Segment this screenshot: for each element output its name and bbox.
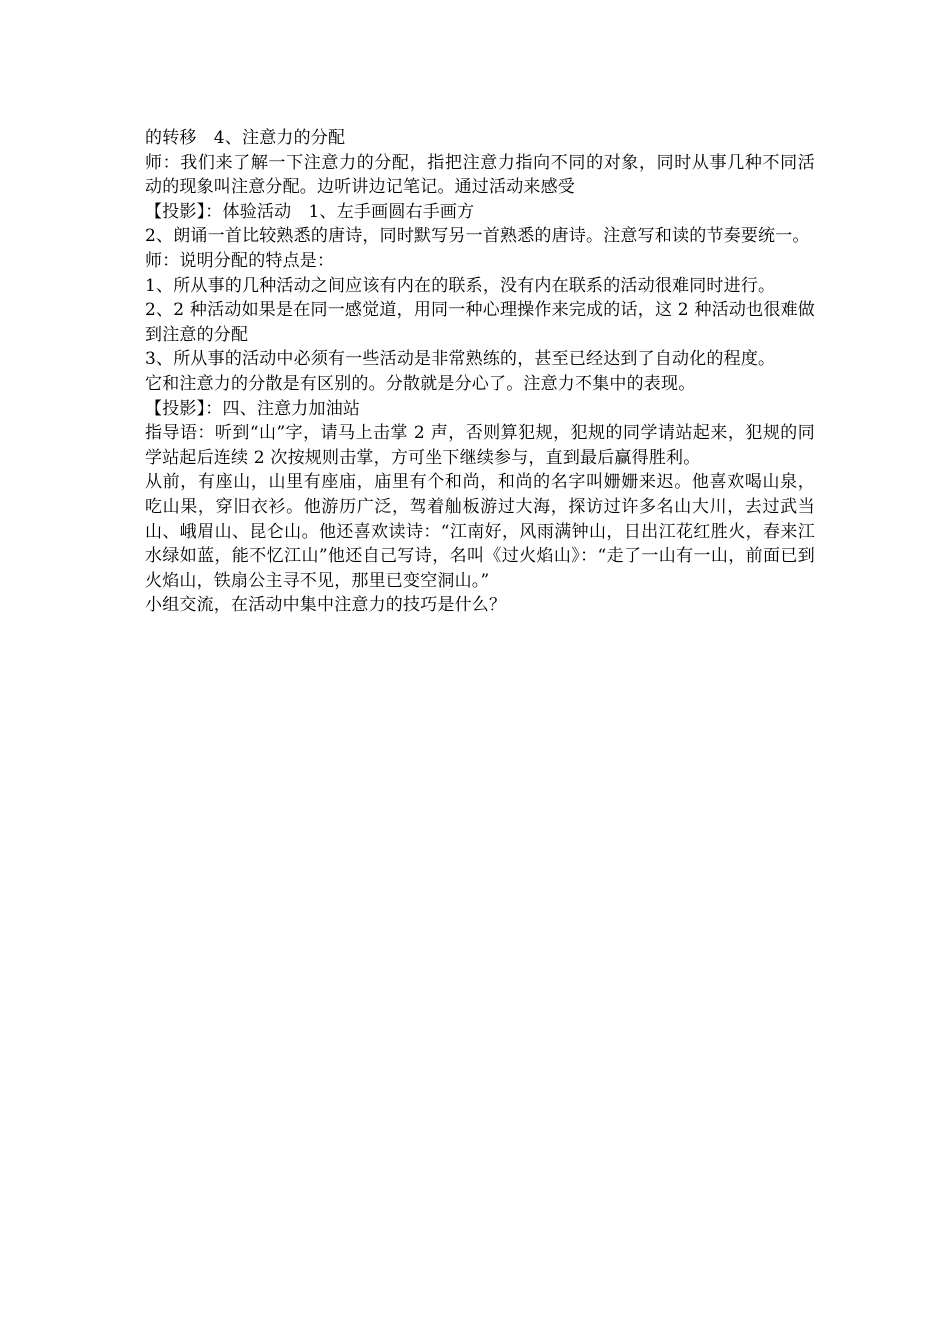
paragraph-teacher-features: 师：说明分配的特点是：: [145, 250, 335, 271]
paragraph-feature-2: 2、2 种活动如果是在同一感觉道，用同一种心理操作来完成的话，这 2 种活动也很难做到注意的分配: [145, 300, 815, 345]
paragraph-distraction-note: 它和注意力的分散是有区别的。分散就是分心了。注意力不集中的表现。: [145, 373, 696, 394]
paragraph-projection-station: 【投影】：四、注意力加油站: [145, 398, 361, 419]
paragraph-teacher-intro: 师：我们来了解一下注意力的分配，指把注意力指向不同的对象，同时从事几种不同活动的现象叫注意分配。边听讲边记笔记。通过活动来感受: [145, 152, 815, 198]
paragraph-feature-1: 1、所从事的几种活动之间应该有内在的联系，没有内在联系的活动很难同时进行。: [145, 275, 776, 296]
document-body: [145, 126, 815, 618]
paragraph-feature-3: 3、所从事的活动中必须有一些活动是非常熟练的，甚至已经达到了自动化的程度。: [145, 349, 776, 370]
paragraph-story: 从前，有座山，山里有座庙，庙里有个和尚，和尚的名字叫姗姗来迟。他喜欢喝山泉，吃山果，穿旧衣衫。他游历广泛，驾着舢板游过大海，探访过许多名山大川，去过武当山、峨眉山、昆仑山。他还喜欢读诗：“江南好，风雨满钟山，日出江花红胜火，春来江水绿如蓝，能不忆江山”他还自己写诗，名叫《过火焰山》：“走了一山有一山，前面已到火焰山，铁扇公主寻不见，那里已变空洞山。”: [145, 472, 815, 591]
paragraph-instructions: 指导语：听到“山”字，请马上击掌 2 声，否则算犯规，犯规的同学请站起来，犯规的同学站起后连续 2 次按规则击掌，方可坐下继续参与，直到最后赢得胜利。: [145, 423, 815, 468]
paragraph-group-discussion: 小组交流，在活动中集中注意力的技巧是什么？: [145, 595, 507, 616]
paragraph-transfer-and-distribution: 的转移 4、注意力的分配: [145, 128, 346, 148]
paragraph-poem-activity: 2、朗诵一首比较熟悉的唐诗，同时默写另一首熟悉的唐诗。注意写和读的节奏要统一。: [145, 226, 810, 247]
paragraph-projection-activity: 【投影】：体验活动 1、左手画圆右手画方: [145, 201, 475, 222]
